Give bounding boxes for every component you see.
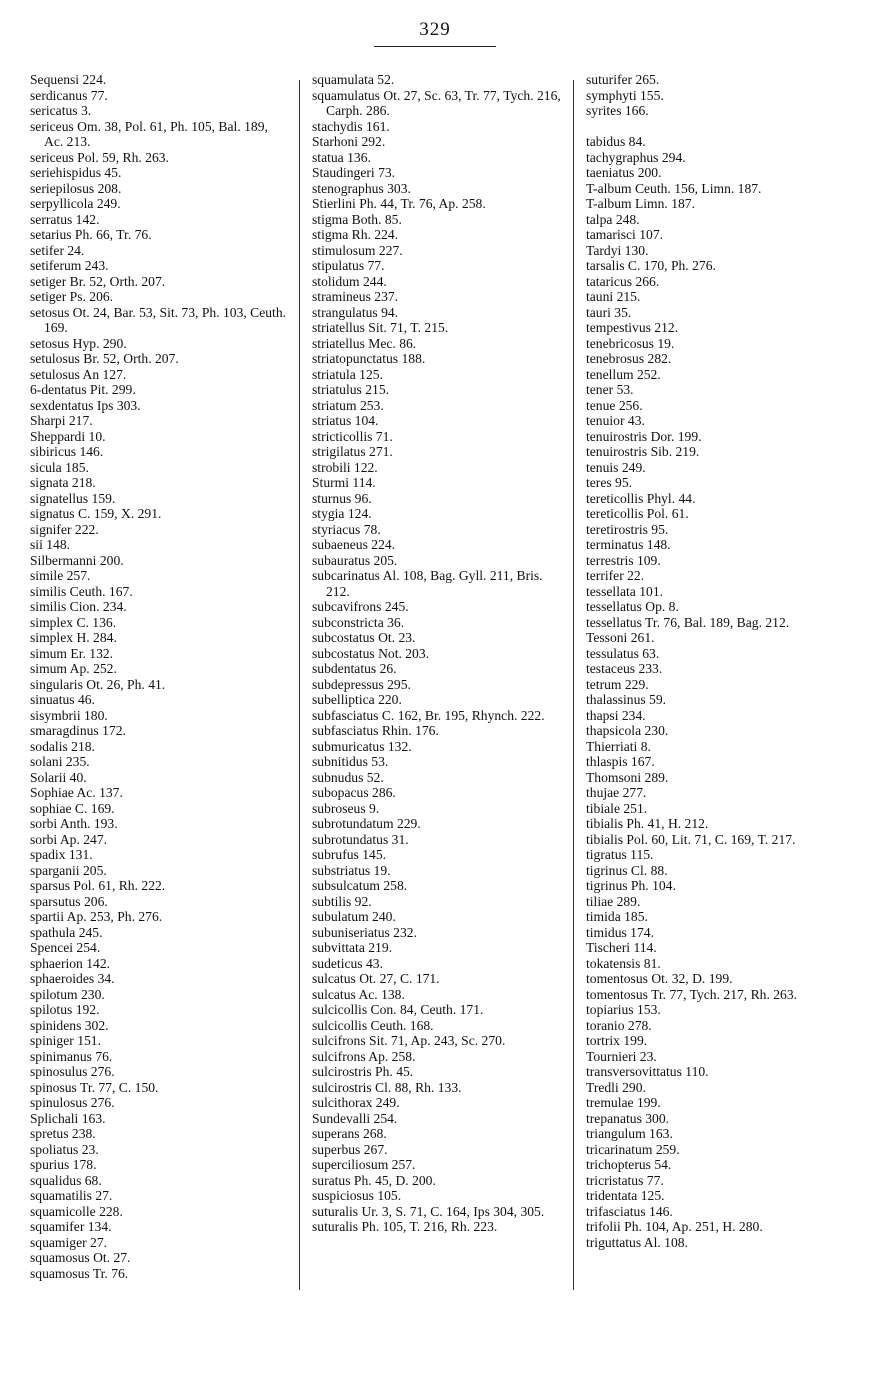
index-entry: taeniatus 200.: [586, 165, 662, 180]
index-entry: sii 148.: [30, 537, 71, 552]
index-entry: tibialis Pol. 60, Lit. 71, C. 169, T. 217.: [586, 831, 796, 847]
index-entry: thalassinus 59.: [586, 692, 667, 707]
index-entry: subrotundatum 229.: [312, 816, 421, 831]
index-entry: spadix 131.: [30, 847, 93, 862]
index-entry: sulcirostris Ph. 45.: [312, 1064, 414, 1079]
index-entry: terrestris 109.: [586, 552, 661, 568]
index-entry: talpa 248.: [586, 211, 640, 227]
index-entry: Sophiae Ac. 137.: [30, 785, 123, 800]
index-entry: tessellatus Tr. 76, Bal. 189, Bag. 212.: [586, 614, 790, 630]
index-entry: setiferum 243.: [30, 258, 109, 273]
index-entry: Thierriati 8.: [586, 738, 651, 754]
index-entry: testaceus 233.: [586, 661, 663, 676]
index-entry: Sheppardi 10.: [30, 428, 106, 444]
index-entry: subopacus 286.: [312, 785, 396, 800]
index-entry: tigrinus Ph. 104.: [586, 878, 676, 893]
index-entry: transversovittatus 110.: [586, 1064, 709, 1079]
index-entry: Splichali 163.: [30, 1110, 106, 1126]
index-entry: signifer 222.: [30, 521, 99, 537]
index-entry: signatellus 159.: [30, 490, 116, 506]
index-entry: sparsutus 206.: [30, 893, 108, 909]
index-entry: tomentosus Tr. 77, Tych. 217, Rh. 263.: [586, 986, 798, 1002]
index-entry: sisymbrii 180.: [30, 707, 108, 723]
index-entry: subroseus 9.: [312, 800, 380, 816]
index-entry: thlaspis 167.: [586, 754, 655, 769]
index-entry: setosus Ot. 24, Bar. 53, Sit. 73, Ph. 103, Ceuth. 169.: [30, 304, 287, 335]
index-entry: Spencei 254.: [30, 940, 101, 955]
index-entry: sophiae C. 169.: [30, 800, 115, 816]
index-entry: tenuis 249.: [586, 459, 646, 475]
index-entry: Tournieri 23.: [586, 1048, 657, 1064]
index-entry: tessulatus 63.: [586, 645, 660, 661]
index-entry: tessellata 101.: [586, 583, 664, 599]
index-column-1: [30, 72, 288, 1281]
index-entry: teretirostris 95.: [586, 521, 669, 537]
column-divider-2: [573, 80, 574, 1290]
index-entry: subulatum 240.: [312, 909, 396, 924]
index-entry: strangulatus 94.: [312, 304, 399, 320]
index-entry: spretus 238.: [30, 1126, 96, 1141]
index-entry: sericatus 3.: [30, 103, 92, 118]
index-entry: subcostatus Not. 203.: [312, 645, 430, 661]
index-entry: similis Cion. 234.: [30, 599, 127, 614]
index-entry: tricarinatum 259.: [586, 1141, 680, 1157]
index-entry: setulosus An 127.: [30, 366, 127, 382]
index-entry: subcostatus Ot. 23.: [312, 630, 416, 645]
index-entry: setosus Hyp. 290.: [30, 335, 127, 351]
index-entry: tenebrosus 282.: [586, 351, 672, 366]
index-entry: Tardyi 130.: [586, 242, 649, 258]
index-entry: toranio 278.: [586, 1017, 652, 1033]
index-entry: tigratus 115.: [586, 847, 654, 862]
index-entry: sturnus 96.: [312, 490, 372, 506]
index-entry: signatus C. 159, X. 291.: [30, 506, 162, 521]
index-entry: superans 268.: [312, 1126, 387, 1141]
index-entry: stigma Rh. 224.: [312, 227, 399, 242]
index-entry: sulcifrons Ap. 258.: [312, 1048, 416, 1064]
index-entry: simum Er. 132.: [30, 645, 114, 661]
page-number: 329: [419, 19, 451, 40]
index-entry: sparganii 205.: [30, 862, 107, 878]
index-entry: subfasciatus C. 162, Br. 195, Rhynch. 222.: [312, 707, 545, 723]
index-entry: sphaerion 142.: [30, 955, 111, 971]
index-entry: tibiale 251.: [586, 800, 648, 816]
index-entry: trifolii Ph. 104, Ap. 251, H. 280.: [586, 1219, 763, 1234]
index-entry: subdepressus 295.: [312, 676, 411, 692]
index-entry: striatellus Sit. 71, T. 215.: [312, 320, 449, 335]
index-entry: Tischeri 114.: [586, 940, 657, 955]
index-entry: Staudingeri 73.: [312, 165, 396, 180]
index-entry: tigrinus Cl. 88.: [586, 862, 668, 878]
index-entry: sulcithorax 249.: [312, 1095, 400, 1110]
index-entry: suturalis Ph. 105, T. 216, Rh. 223.: [312, 1219, 498, 1234]
index-entry: stenographus 303.: [312, 180, 411, 196]
index-entry: syrites 166.: [586, 103, 649, 118]
index-entry: tereticollis Phyl. 44.: [586, 490, 696, 506]
index-entry: tabidus 84.: [586, 134, 646, 149]
index-entry: serdicanus 77.: [30, 87, 108, 103]
index-entry: sicula 185.: [30, 459, 89, 475]
index-entry: subuniseriatus 232.: [312, 924, 417, 940]
index-entry: setulosus Br. 52, Orth. 207.: [30, 351, 179, 366]
index-entry: strigilatus 271.: [312, 444, 393, 459]
index-entry: Stierlini Ph. 44, Tr. 76, Ap. 258.: [312, 196, 486, 211]
index-entry: sericeus Om. 38, Pol. 61, Ph. 105, Bal. 189, Ac. 213.: [30, 118, 268, 149]
index-entry: sulcatus Ot. 27, C. 171.: [312, 971, 440, 986]
index-entry: timida 185.: [586, 909, 648, 924]
index-entry: Starhoni 292.: [312, 134, 386, 149]
index-entry: sorbi Ap. 247.: [30, 831, 108, 847]
index-entry: tricristatus 77.: [586, 1172, 664, 1188]
index-entry: sinuatus 46.: [30, 692, 95, 707]
index-entry: thapsicola 230.: [586, 723, 669, 738]
index-entry: squamosus Tr. 76.: [30, 1265, 129, 1281]
index-entry: subrufus 145.: [312, 847, 387, 862]
index-entry: tremulae 199.: [586, 1095, 661, 1110]
index-entry: T-album Limn. 187.: [586, 196, 695, 211]
index-entry: sulcatus Ac. 138.: [312, 986, 405, 1002]
index-entry: stigma Both. 85.: [312, 211, 402, 227]
index-entry: Tessoni 261.: [586, 630, 655, 645]
index-entry: setiger Ps. 206.: [30, 289, 114, 304]
index-entry: tachygraphus 294.: [586, 149, 686, 165]
index-entry: squamulata 52.: [312, 72, 395, 87]
index-entry: striatum 253.: [312, 397, 384, 413]
index-entry: striatus 104.: [312, 413, 379, 428]
index-entry: strobili 122.: [312, 459, 378, 475]
index-entry: subsulcatum 258.: [312, 878, 408, 893]
index-entry: setarius Ph. 66, Tr. 76.: [30, 227, 152, 242]
index-entry: subnudus 52.: [312, 769, 384, 785]
index-entry: trichopterus 54.: [586, 1157, 672, 1172]
index-entry: submuricatus 132.: [312, 738, 412, 754]
index-entry: spinimanus 76.: [30, 1048, 113, 1064]
index-entry: sorbi Anth. 193.: [30, 816, 118, 831]
index-entry: Tredli 290.: [586, 1079, 646, 1095]
index-entry: tridentata 125.: [586, 1188, 665, 1203]
index-entry: subtilis 92.: [312, 893, 372, 909]
index-entry: sulcicollis Con. 84, Ceuth. 171.: [312, 1002, 484, 1017]
index-entry: tessellatus Op. 8.: [586, 599, 679, 614]
index-entry: terminatus 148.: [586, 537, 671, 552]
index-entry: sulcifrons Sit. 71, Ap. 243, Sc. 270.: [312, 1033, 506, 1048]
index-column-2: [312, 72, 566, 1235]
index-entry: tetrum 229.: [586, 676, 649, 692]
index-entry: T-album Ceuth. 156, Limn. 187.: [586, 180, 762, 196]
index-entry: tiliae 289.: [586, 893, 641, 909]
index-entry: spiniger 151.: [30, 1033, 101, 1048]
index-entry: terrifer 22.: [586, 568, 645, 583]
index-entry: tauni 215.: [586, 289, 641, 304]
index-entry: suturalis Ur. 3, S. 71, C. 164, Ips 304, 305.: [312, 1203, 545, 1219]
index-entry: sexdentatus Ips 303.: [30, 397, 141, 413]
index-entry: tener 53.: [586, 382, 634, 397]
index-entry: seriepilosus 208.: [30, 180, 122, 196]
index-entry: setiger Br. 52, Orth. 207.: [30, 273, 166, 289]
column-divider-1: [299, 80, 300, 1290]
index-entry: setifer 24.: [30, 242, 85, 258]
index-entry: superciliosum 257.: [312, 1157, 416, 1172]
index-entry: spinidens 302.: [30, 1017, 109, 1033]
index-entry: suratus Ph. 45, D. 200.: [312, 1172, 436, 1188]
index-entry: superbus 267.: [312, 1141, 388, 1157]
index-entry: spathula 245.: [30, 924, 103, 940]
index-entry: triangulum 163.: [586, 1126, 673, 1141]
index-entry: trifasciatus 146.: [586, 1203, 673, 1219]
index-entry: spinulosus 276.: [30, 1095, 115, 1110]
index-entry: stachydis 161.: [312, 118, 390, 134]
index-entry: spinosus Tr. 77, C. 150.: [30, 1079, 159, 1095]
index-entry: suspiciosus 105.: [312, 1188, 402, 1203]
index-entry: tenellum 252.: [586, 366, 661, 382]
index-entry: sericeus Pol. 59, Rh. 263.: [30, 149, 169, 165]
index-entry: tomentosus Ot. 32, D. 199.: [586, 971, 733, 986]
index-entry: squamicolle 228.: [30, 1203, 123, 1219]
index-entry: subdentatus 26.: [312, 661, 397, 676]
index-entry: tortrix 199.: [586, 1033, 648, 1048]
index-entry: subcavifrons 245.: [312, 599, 409, 614]
index-entry: sudeticus 43.: [312, 955, 383, 971]
index-entry: spinosulus 276.: [30, 1064, 115, 1079]
index-entry: squamatilis 27.: [30, 1188, 113, 1203]
index-entry: substriatus 19.: [312, 862, 391, 878]
index-entry: subconstricta 36.: [312, 614, 405, 630]
index-entry: similis Ceuth. 167.: [30, 583, 133, 599]
index-entry: striatopunctatus 188.: [312, 351, 426, 366]
index-entry: spoliatus 23.: [30, 1141, 99, 1157]
index-entry: tempestivus 212.: [586, 320, 679, 335]
index-entry: tataricus 266.: [586, 273, 660, 289]
index-entry: stolidum 244.: [312, 273, 387, 289]
index-entry: tenuior 43.: [586, 413, 645, 428]
index-entry: Sharpi 217.: [30, 413, 93, 428]
index-entry: tenebricosus 19.: [586, 335, 675, 351]
index-entry: spilotus 192.: [30, 1002, 100, 1017]
index-entry: Silbermanni 200.: [30, 552, 124, 568]
index-entry: squamosus Ot. 27.: [30, 1250, 131, 1265]
index-entry: spilotum 230.: [30, 986, 105, 1002]
index-entry: Solarii 40.: [30, 769, 87, 785]
index-entry: sibiricus 146.: [30, 444, 104, 459]
index-entry: tenuirostris Sib. 219.: [586, 444, 700, 459]
index-entry: topiarius 153.: [586, 1002, 661, 1017]
index-entry: striatulus 215.: [312, 382, 390, 397]
index-entry: thujae 277.: [586, 785, 647, 800]
index-entry: stipulatus 77.: [312, 258, 385, 273]
index-entry: spurius 178.: [30, 1157, 97, 1172]
index-entry: thapsi 234.: [586, 707, 646, 723]
index-entry: simplex H. 284.: [30, 630, 117, 645]
index-entry: Sundevalli 254.: [312, 1110, 398, 1126]
index-entry: sparsus Pol. 61, Rh. 222.: [30, 878, 166, 893]
index-entry: subauratus 205.: [312, 552, 398, 568]
index-entry: teres 95.: [586, 475, 633, 490]
index-entry: serpyllicola 249.: [30, 196, 121, 211]
index-entry: stygia 124.: [312, 506, 372, 521]
index-entry: striatula 125.: [312, 366, 383, 382]
index-entry: styriacus 78.: [312, 521, 381, 537]
index-entry: tamarisci 107.: [586, 227, 664, 242]
index-entry: spartii Ap. 253, Ph. 276.: [30, 909, 163, 924]
index-entry: serratus 142.: [30, 211, 100, 227]
index-entry: trepanatus 300.: [586, 1110, 670, 1126]
index-entry: sodalis 218.: [30, 738, 95, 754]
index-gap: [586, 119, 848, 135]
index-entry: tenue 256.: [586, 397, 643, 413]
index-entry: subfasciatus Rhin. 176.: [312, 723, 439, 738]
index-entry: sulcirostris Cl. 88, Rh. 133.: [312, 1079, 462, 1095]
index-entry: squamifer 134.: [30, 1219, 112, 1234]
index-entry: sphaeroides 34.: [30, 971, 115, 986]
index-entry: subnitidus 53.: [312, 754, 389, 769]
index-entry: simile 257.: [30, 568, 91, 583]
index-entry: sulcicollis Ceuth. 168.: [312, 1017, 434, 1033]
index-entry: timidus 174.: [586, 924, 654, 940]
index-entry: tauri 35.: [586, 304, 632, 320]
index-entry: stricticollis 71.: [312, 428, 393, 444]
index-entry: tereticollis Pol. 61.: [586, 506, 689, 521]
index-entry: 6-dentatus Pit. 299.: [30, 382, 136, 397]
index-entry: tarsalis C. 170, Ph. 276.: [586, 258, 716, 273]
index-entry: squamiger 27.: [30, 1234, 108, 1250]
index-entry: stimulosum 227.: [312, 242, 403, 258]
index-entry: stramineus 237.: [312, 289, 399, 304]
index-entry: statua 136.: [312, 149, 371, 165]
index-entry: subaeneus 224.: [312, 537, 396, 552]
index-entry: seriehispidus 45.: [30, 165, 122, 180]
index-entry: signata 218.: [30, 475, 96, 490]
index-entry: subcarinatus Al. 108, Bag. Gyll. 211, Bris. 212.: [312, 568, 543, 599]
index-entry: Sturmi 114.: [312, 475, 376, 490]
index-entry: squalidus 68.: [30, 1172, 102, 1188]
index-entry: subvittata 219.: [312, 940, 393, 955]
index-entry: tibialis Ph. 41, H. 212.: [586, 816, 709, 831]
index-column-3: [586, 72, 848, 1250]
index-entry: suturifer 265.: [586, 72, 660, 87]
index-entry: symphyti 155.: [586, 87, 664, 103]
index-entry: simum Ap. 252.: [30, 661, 117, 676]
index-entry: subelliptica 220.: [312, 692, 402, 707]
index-entry: smaragdinus 172.: [30, 723, 126, 738]
index-entry: tenuirostris Dor. 199.: [586, 428, 702, 444]
index-entry: solani 235.: [30, 754, 90, 769]
index-entry: Sequensi 224.: [30, 72, 107, 87]
index-entry: triguttatus Al. 108.: [586, 1234, 688, 1250]
index-entry: squamulatus Ot. 27, Sc. 63, Tr. 77, Tych. 216, Carph. 286.: [312, 87, 561, 118]
index-entry: striatellus Mec. 86.: [312, 335, 417, 351]
index-entry: simplex C. 136.: [30, 614, 117, 630]
index-entry: singularis Ot. 26, Ph. 41.: [30, 676, 166, 692]
index-entry: subrotundatus 31.: [312, 831, 409, 847]
index-entry: tokatensis 81.: [586, 955, 661, 971]
index-entry: Thomsoni 289.: [586, 769, 669, 785]
header-rule: [374, 46, 496, 47]
